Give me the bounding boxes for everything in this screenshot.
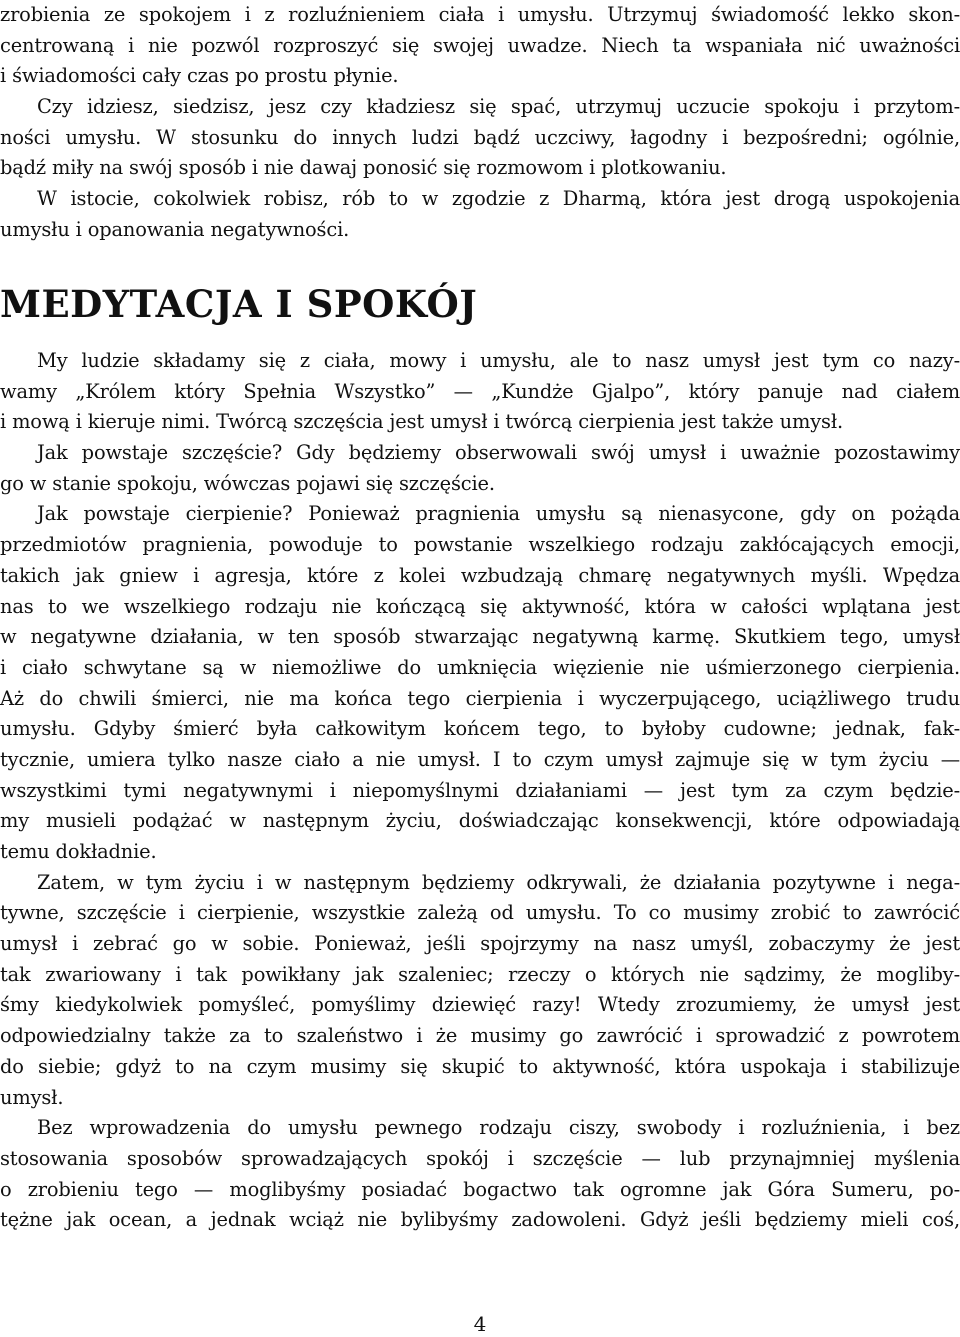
text-line: umysłu i opanowania negatywności. bbox=[0, 217, 350, 241]
text-line: tak zwariowany i tak powikłany jak szaleniec; rzeczy o których nie sądzimy, że mogliby- bbox=[0, 962, 960, 986]
text-line: umysł. bbox=[0, 1085, 64, 1109]
text-line: ności umysłu. W stosunku do innych ludzi bądź uczciwy, łagodny i bezpośredni; ogólnie, bbox=[0, 125, 960, 149]
text-line: przedmiotów pragnienia, powoduje to powstanie wszelkiego rodzaju zakłócających emocji, bbox=[0, 533, 960, 557]
text-line: my musieli podążać w następnym życiu, doświadczając konsekwencji, które odpowiadają bbox=[0, 809, 960, 833]
text-line: i mową i kieruje nimi. Twórcą szczęścia jest umysł i twórcą cierpienia jest także umysł. bbox=[0, 410, 843, 434]
text-line: Aż do chwili śmierci, nie ma końca tego cierpienia i wyczerpującego, uciążliwego trudu bbox=[0, 686, 960, 710]
text-line: umysł i zebrać go w sobie. Ponieważ, jeśli spojrzymy na nasz umyśl, zobaczymy że jest bbox=[0, 932, 960, 956]
text-line: Bez wprowadzenia do umysłu pewnego rodzaju ciszy, swobody i rozluźnienia, i bez bbox=[37, 1116, 960, 1140]
page-number: 4 bbox=[473, 1312, 487, 1336]
text-line: Czy idziesz, siedzisz, jesz czy kładziesz się spać, utrzymuj uczucie spokoju i przytom- bbox=[37, 95, 960, 119]
text-line: tycznie, umiera tylko nasze ciało a nie umysł. I to czym umysł zajmuje się w tym życiu — bbox=[0, 747, 960, 771]
text-line: wszystkimi tymi negatywnymi i niepomyślnymi działaniami — jest tym za czym będzie- bbox=[0, 778, 960, 802]
text-line: śmy kiedykolwiek pomyśleć, pomyślimy dziewięć razy! Wtedy zrozumiemy, że umysł jest bbox=[0, 993, 960, 1017]
text-line: Zatem, w tym życiu i w następnym będziemy odkrywali, że działania pozytywne i nega- bbox=[37, 870, 960, 894]
text-line: go w stanie spokoju, wówczas pojawi się szczęście. bbox=[0, 471, 495, 495]
text-line: wamy „Królem który Spełnia Wszystko” — „Kundże Gjalpo”, który panuje nad ciałem bbox=[0, 379, 960, 403]
text-line: o zrobieniu tego — moglibyśmy posiadać bogactwo tak ogromne jak Góra Sumeru, po- bbox=[0, 1177, 960, 1201]
text-line: umysłu. Gdyby śmierć była całkowitym końcem tego, to byłoby cudowne; jednak, fak- bbox=[0, 717, 960, 741]
body-paragraphs bbox=[0, 346, 960, 1236]
text-line: takich jak gniew i agresja, które z kolei wzbudzają chmarę negatywnych myśli. Wpędza bbox=[0, 563, 960, 587]
text-line: nas to we wszelkiego rodzaju nie kończącą się aktywność, która w całości wplątana jest bbox=[0, 594, 960, 618]
text-line: w negatywne działania, w ten sposób stwarzając negatywną karmę. Skutkiem tego, umysł bbox=[0, 625, 960, 649]
text-line: i świadomości cały czas po prostu płynie. bbox=[0, 64, 399, 88]
intro-paragraphs bbox=[0, 0, 960, 246]
section-heading: MEDYTACJA I SPOKÓJ bbox=[0, 282, 478, 326]
text-line: tężne jak ocean, a jednak wciąż nie bylibyśmy zadowoleni. Gdyż jeśli będziemy mieli coś, bbox=[0, 1208, 960, 1232]
text-line: Jak powstaje cierpienie? Ponieważ pragnienia umysłu są nienasycone, gdy on pożąda bbox=[37, 502, 960, 526]
text-line: Jak powstaje szczęście? Gdy będziemy obserwowali swój umysł i uważnie pozostawimy bbox=[37, 441, 960, 465]
text-line: W istocie, cokolwiek robisz, rób to w zgodzie z Dharmą, która jest drogą uspokojenia bbox=[37, 187, 960, 211]
text-line: bądź miły na swój sposób i nie dawaj ponosić się rozmowom i plotkowaniu. bbox=[0, 156, 727, 180]
text-line: stosowania sposobów sprowadzających spokój i szczęście — lub przynajmniej myślenia bbox=[0, 1146, 960, 1170]
text-line: do siebie; gdyż to na czym musimy się skupić to aktywność, która uspokaja i stabilizuje bbox=[0, 1054, 960, 1078]
text-line: temu dokładnie. bbox=[0, 840, 157, 863]
text-line: zrobienia ze spokojem i z rozluźnieniem ciała i umysłu. Utrzymuj świadomość lekko skon- bbox=[0, 3, 960, 26]
text-line: centrowaną i nie pozwól rozproszyć się swojej uwadze. Niech ta wspaniała nić uważności bbox=[0, 33, 960, 57]
text-line: tywne, szczęście i cierpienie, wszystkie zależą od umysłu. To co musimy zrobić to zawrócić bbox=[0, 901, 960, 925]
text-line: My ludzie składamy się z ciała, mowy i umysłu, ale to nasz umysł jest tym co nazy- bbox=[37, 349, 960, 372]
text-line: i ciało schwytane są w niemożliwe do umknięcia więzienie nie uśmierzonego cierpienia. bbox=[0, 655, 960, 679]
text-line: odpowiedzialny także za to szaleństwo i że musimy go zawrócić i sprowadzić z powrotem bbox=[0, 1024, 960, 1048]
